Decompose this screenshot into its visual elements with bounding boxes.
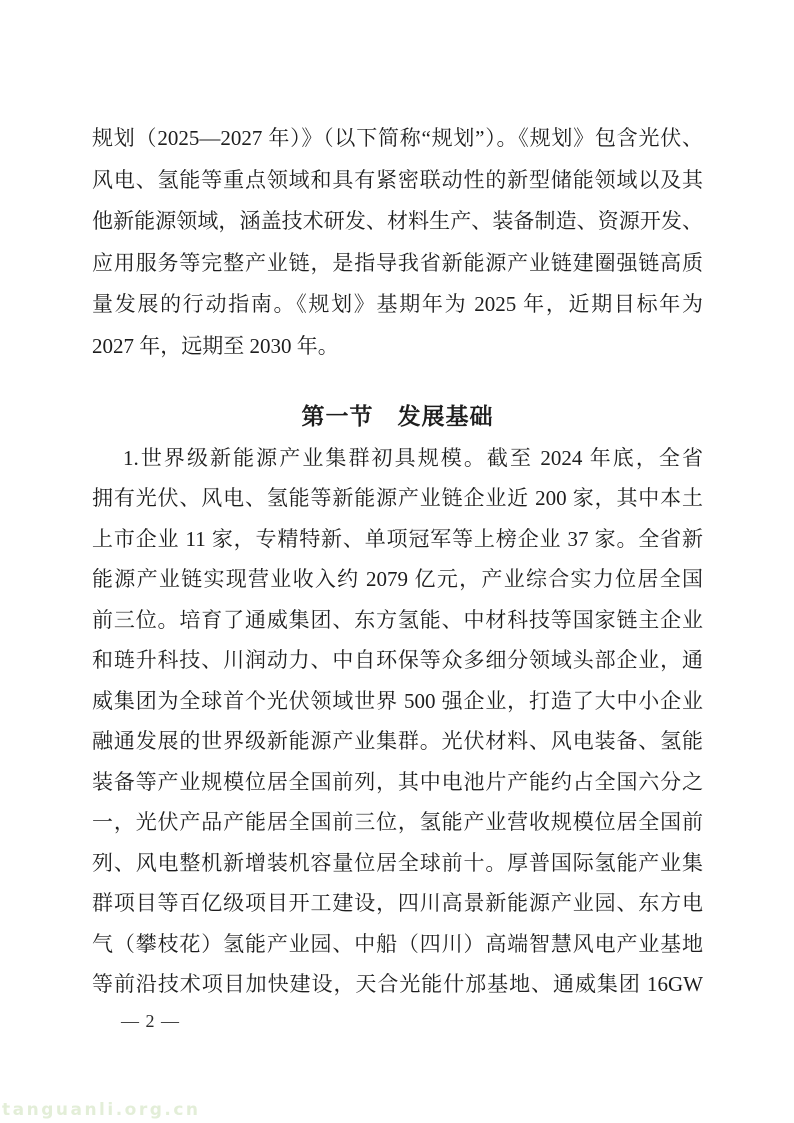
document-body — [92, 118, 703, 1005]
text-line: 气（攀枝花）氢能产业园、中船（四川）高端智慧风电产业基地 — [92, 931, 703, 956]
text-line: 他新能源领域，涵盖技术研发、材料生产、装备制造、资源开发、 — [92, 209, 703, 233]
text-line: 群项目等百亿级项目开工建设，四川高景新能源产业园、东方电 — [92, 891, 703, 915]
paragraph-development-basis — [92, 438, 703, 1005]
watermark: tanguanli.org.cn — [2, 1100, 201, 1120]
text-line: 装备等产业规模位居全国前列，其中电池片产能约占全国六分之 — [92, 769, 703, 794]
text-line: 前三位。培育了通威集团、东方氢能、中材科技等国家链主企业 — [92, 607, 703, 632]
section-heading: 第一节 发展基础 — [301, 403, 494, 429]
page-number: — 2 — — [121, 1011, 180, 1031]
text-line: 拥有光伏、风电、氢能等新能源产业链企业近 200 家，其中本土 — [92, 486, 703, 510]
text-line: 2027 年，远期至 2030 年。 — [92, 333, 339, 358]
text-line: 一，光伏产品产能居全国前三位，氢能产业营收规模位居全国前 — [92, 810, 703, 834]
text-line: 能源产业链实现营业收入约 2079 亿元，产业综合实力位居全国 — [92, 567, 703, 591]
text-line: 风电、氢能等重点领域和具有紧密联动性的新型储能领域以及其 — [92, 167, 703, 192]
text-line: 威集团为全球首个光伏领域世界 500 强企业，打造了大中小企业 — [92, 688, 703, 713]
text-line: 融通发展的世界级新能源产业集群。光伏材料、风电装备、氢能 — [92, 729, 703, 753]
text-line: 上市企业 11 家，专精特新、单项冠军等上榜企业 37 家。全省新 — [92, 526, 703, 551]
text-line: 1.世界级新能源产业集群初具规模。截至 2024 年底，全省 — [123, 445, 703, 470]
text-line: 应用服务等完整产业链，是指导我省新能源产业链建圈强链高质 — [92, 250, 703, 275]
paragraph-continued — [92, 118, 703, 367]
text-line: 等前沿技术项目加快建设，天合光能什邡基地、通威集团 16GW — [92, 972, 703, 996]
text-line: 规划（2025—2027 年）》（以下简称“规划”）。《规划》包含光伏、 — [92, 126, 703, 150]
text-line: 量发展的行动指南。《规划》基期年为 2025 年，近期目标年为 — [92, 292, 703, 316]
text-line: 和琏升科技、川润动力、中自环保等众多细分领域头部企业，通 — [92, 648, 703, 672]
text-line: 列、风电整机新增装机容量位居全球前十。厚普国际氢能产业集 — [92, 850, 703, 875]
